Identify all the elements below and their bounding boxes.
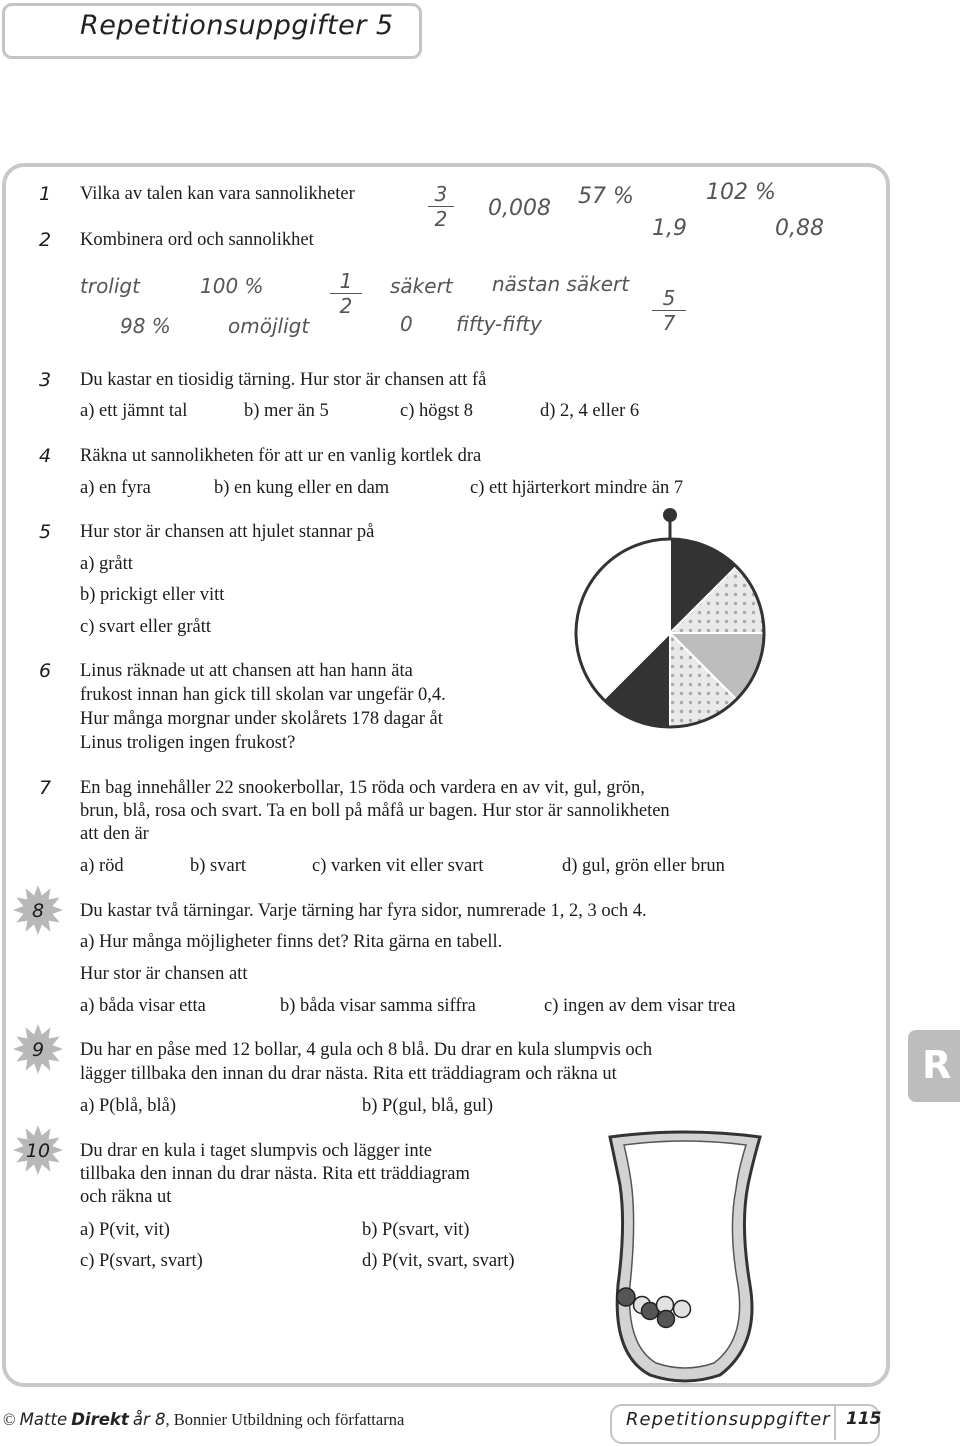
question-subtext: Hur stor är chansen att <box>80 964 248 984</box>
footer-section-title: Repetitionsuppgifter <box>626 1409 831 1430</box>
value-label: 0,88 <box>775 216 824 241</box>
answer-option: c) svart eller grått <box>80 617 211 637</box>
answer-option: c) ett hjärterkort mindre än 7 <box>470 478 684 498</box>
footer-credit <box>3 1410 404 1430</box>
page-title: Repetitionsuppgifter 5 <box>80 10 394 41</box>
question-number: 6 <box>38 660 52 682</box>
answer-option: c) P(svart, svart) <box>80 1251 203 1271</box>
book-title-part: Direkt <box>71 1410 129 1429</box>
question-line: tillbaka den innan du drar nästa. Rita ett träddiagram <box>80 1164 470 1184</box>
answer-option: b) båda visar samma siffra <box>280 996 476 1016</box>
question-line: och räkna ut <box>80 1187 172 1207</box>
question-text: Du kastar en tiosidig tärning. Hur stor är chansen att få <box>80 370 487 390</box>
question-number: 7 <box>38 777 52 799</box>
spinner-wheel <box>560 500 800 740</box>
question-line: Linus troligen ingen frukost? <box>80 733 296 753</box>
value-label: 57 % <box>578 184 634 209</box>
answer-option: b) P(svart, vit) <box>362 1220 470 1240</box>
question-number: 2 <box>38 229 52 251</box>
question-line: lägger tillbaka den innan du drar nästa. Rita ett träddiagram och räkna ut <box>80 1064 617 1084</box>
answer-option: d) 2, 4 eller 6 <box>540 401 640 421</box>
jar-illustration <box>590 1125 780 1395</box>
word-label: troligt <box>80 274 140 298</box>
question-number: 8 <box>31 900 45 922</box>
question-line: Linus räknade ut att chansen att han hann äta <box>80 661 413 681</box>
pointer-knob <box>663 508 677 522</box>
page-number: 115 <box>846 1409 882 1429</box>
answer-option: a) röd <box>80 856 124 876</box>
question-text: Kombinera ord och sannolikhet <box>80 230 314 250</box>
answer-option: c) högst 8 <box>400 401 473 421</box>
word-label: säkert <box>390 274 453 298</box>
word-label: omöjligt <box>228 314 310 338</box>
question-text: Hur stor är chansen att hjulet stannar på <box>80 522 375 542</box>
question-line: En bag innehåller 22 snookerbollar, 15 röda och vardera en av vit, gul, grön, <box>80 778 645 798</box>
answer-option: a) P(vit, vit) <box>80 1220 170 1240</box>
book-title-part: Matte <box>19 1410 68 1429</box>
question-line: Du har en påse med 12 bollar, 4 gula och 8 blå. Du drar en kula slumpvis och <box>80 1040 653 1060</box>
question-line: Du drar en kula i taget slumpvis och lägger inte <box>80 1141 432 1161</box>
fraction-value <box>652 287 686 334</box>
fraction-numerator: 5 <box>662 286 676 310</box>
answer-option: a) P(blå, blå) <box>80 1096 177 1116</box>
question-number: 4 <box>38 445 52 467</box>
value-label: 1,9 <box>652 216 687 241</box>
question-subtext: a) Hur många möjligheter finns det? Rita gärna en tabell. <box>80 932 503 952</box>
answer-option: a) ett jämnt tal <box>80 401 188 421</box>
footer-divider <box>834 1404 836 1440</box>
answer-option: b) P(gul, blå, gul) <box>362 1096 494 1116</box>
value-label: 102 % <box>706 180 776 205</box>
word-label: fifty-fifty <box>456 312 542 336</box>
answer-option: b) en kung eller en dam <box>214 478 390 498</box>
fraction-denominator: 7 <box>662 311 676 335</box>
question-number: 3 <box>38 369 52 391</box>
question-number: 10 <box>25 1140 51 1162</box>
answer-option: b) prickigt eller vitt <box>80 585 225 605</box>
jar-inner <box>624 1141 746 1368</box>
fraction-value <box>330 270 362 317</box>
question-text: Du kastar två tärningar. Varje tärning har fyra sidor, numrerade 1, 2, 3 och 4. <box>80 901 647 921</box>
answer-option: d) P(vit, svart, svart) <box>362 1251 515 1271</box>
fraction-numerator: 1 <box>339 269 353 293</box>
fraction-denominator: 2 <box>434 207 448 231</box>
question-text: Vilka av talen kan vara sannolikheter <box>80 184 355 204</box>
answer-option: a) grått <box>80 554 133 574</box>
publisher-text: , Bonnier Utbildning och författarna <box>165 1410 405 1429</box>
question-line: Hur många morgnar under skolårets 178 dagar åt <box>80 709 443 729</box>
answer-option: b) mer än 5 <box>244 401 329 421</box>
copyright-symbol: © <box>3 1410 16 1429</box>
fraction-numerator: 3 <box>434 182 448 206</box>
word-label: 0 <box>400 312 413 336</box>
answer-option: c) ingen av dem visar trea <box>544 996 736 1016</box>
question-line: brun, blå, rosa och svart. Ta en boll på måfå ur bagen. Hur stor är sannolikheten <box>80 801 670 821</box>
question-number: 5 <box>38 521 52 543</box>
word-label: 100 % <box>200 274 264 298</box>
question-text: Räkna ut sannolikheten för att ur en vanlig kortlek dra <box>80 446 482 466</box>
answer-option: b) svart <box>190 856 246 876</box>
question-number: 9 <box>31 1039 45 1061</box>
word-label: nästan säkert <box>492 272 630 296</box>
answer-option: a) båda visar etta <box>80 996 206 1016</box>
question-line: att den är <box>80 824 149 844</box>
answer-option: d) gul, grön eller brun <box>562 856 725 876</box>
answer-option: c) varken vit eller svart <box>312 856 484 876</box>
word-label: 98 % <box>120 314 171 338</box>
question-number: 1 <box>38 183 52 205</box>
value-label: 0,008 <box>488 196 551 221</box>
fraction-value <box>428 183 454 230</box>
book-title-part: år 8 <box>132 1410 166 1429</box>
fraction-denominator: 2 <box>339 294 353 318</box>
section-tab-letter: R <box>922 1043 952 1087</box>
question-line: frukost innan han gick till skolan var ungefär 0,4. <box>80 685 446 705</box>
answer-option: a) en fyra <box>80 478 151 498</box>
